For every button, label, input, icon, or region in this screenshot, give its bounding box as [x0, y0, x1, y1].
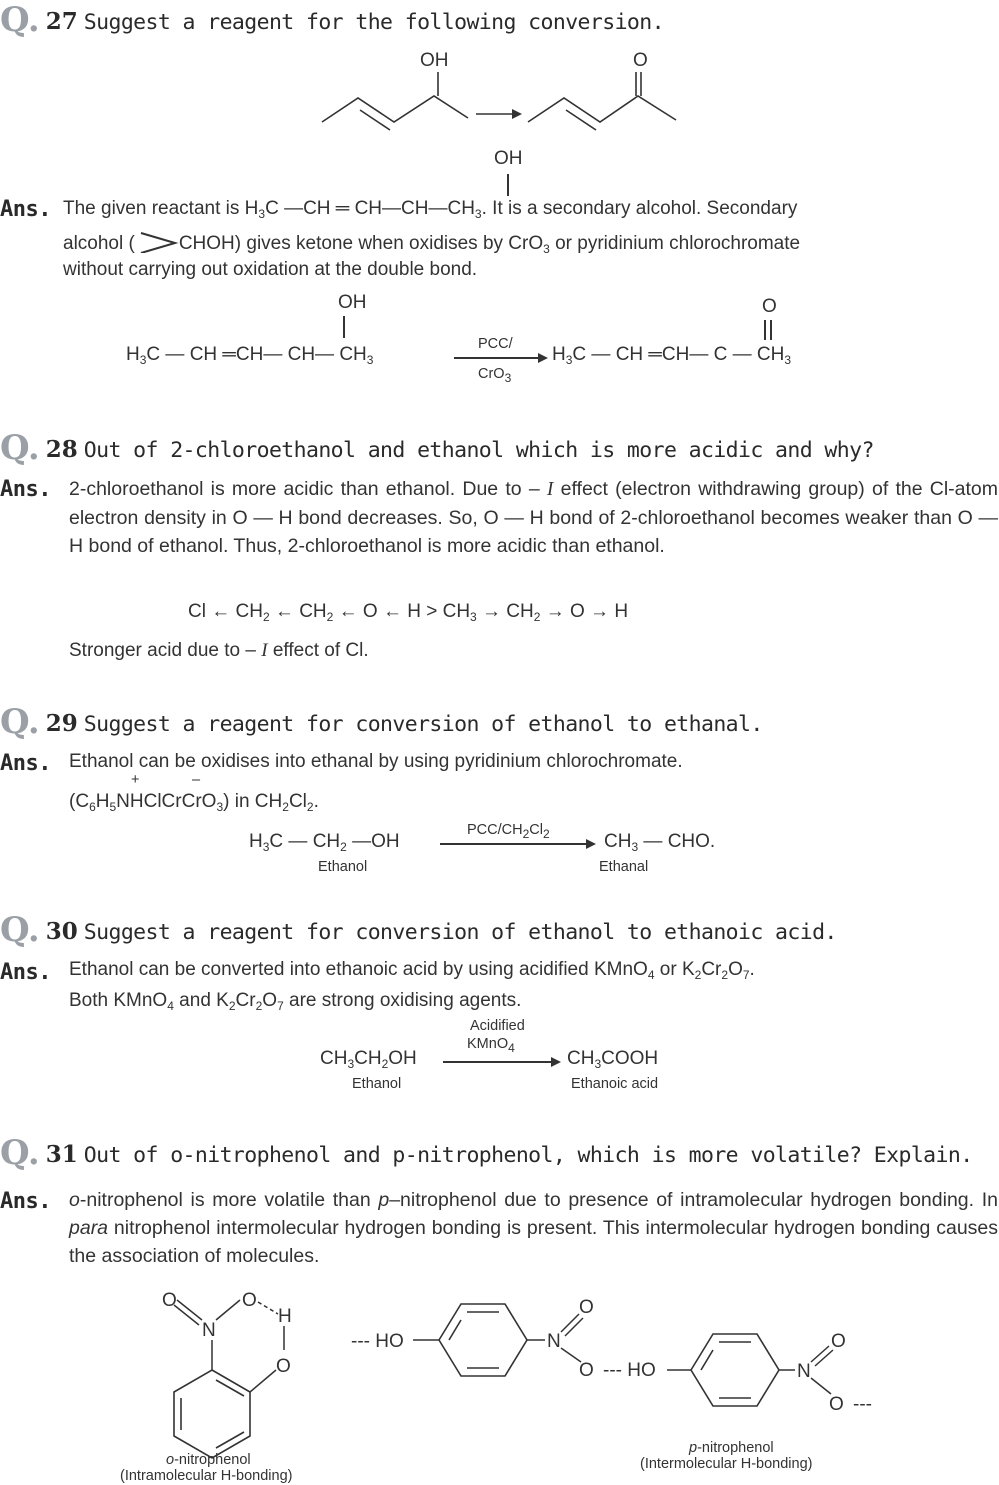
question-number: 30 — [45, 918, 78, 945]
question-number: 29 — [45, 710, 78, 737]
o-nitrophenol-desc: (Intramolecular H-bonding) — [120, 1468, 293, 1484]
question-text: Suggest a reagent for conversion of ethanol to ethanoic acid. — [83, 920, 837, 945]
question-text: Out of 2-chloroethanol and ethanol which is more acidic and why? — [83, 438, 874, 463]
o-nitrophenol-structure — [150, 1280, 320, 1480]
q27-skeletal-reaction — [310, 44, 690, 134]
oh-label: OH — [420, 50, 449, 71]
q-marker: Q. — [0, 1133, 40, 1173]
co-bond — [770, 320, 772, 340]
atom-o: O — [162, 1290, 177, 1311]
oh-bond — [507, 174, 509, 196]
q28-inductive-chain: Cl ← $CH_2$ ← $CH_2$ ← O ← $H > CH_3 \to CH_2 \to O \to H$ — [188, 601, 629, 624]
q28-note: Stronger acid due to – I effect of Cl. — [69, 640, 369, 661]
ethanal-label: Ethanal — [599, 859, 649, 875]
answer-label: Ans. — [0, 477, 51, 502]
h-bond-dash: --- HO — [603, 1360, 656, 1381]
ethanol-label: Ethanol — [318, 859, 368, 875]
q-marker: Q. — [0, 428, 40, 468]
reagent-bottom: CrO$_3$ — [478, 366, 512, 385]
q30-ans-line1: Ethanol can be converted into ethanoic acid by using acidified KMnO$_4$ or $K_2Cr_2O_7$. — [69, 959, 755, 982]
q30-eq-right: $CH_3COOH$ — [567, 1048, 659, 1071]
q29-heading — [0, 702, 763, 742]
atom-o: O — [829, 1394, 844, 1415]
reagent-bottom: KMnO$_4$ — [467, 1036, 515, 1055]
q30-ans-line2: Both KMnO$_4$ and $K_2Cr_2O_7$ are strong oxidising agents. — [69, 990, 522, 1013]
q29-eq-left: $H_3C$ — $CH_2$ —OH — [249, 831, 400, 854]
carbon-branch-icon — [135, 231, 179, 253]
q-marker: Q. — [0, 910, 40, 950]
q-marker: Q. — [0, 0, 40, 40]
q30-eq-left: $CH_3CH_2OH$ — [320, 1048, 417, 1071]
p-nitrophenol-desc: (Intermolecular H-bonding) — [640, 1456, 813, 1472]
q27-eq-left: $H_3C$ — CH ═CH— CH— $CH_3$ — [126, 344, 374, 367]
arrowhead-icon — [586, 838, 596, 850]
q30-heading — [0, 910, 837, 950]
eq-oh: OH — [338, 292, 367, 313]
arrowhead-icon — [538, 352, 548, 364]
reaction-arrow — [443, 1061, 553, 1063]
q31-heading — [0, 1133, 973, 1173]
p-nitrophenol-label: p-nitrophenol — [689, 1440, 774, 1456]
p-nitrophenol-structure — [345, 1290, 885, 1420]
q27-ans-line3: without carrying out oxidation at the double bond. — [63, 259, 478, 280]
arrowhead-icon — [551, 1056, 561, 1068]
q28-answer-text: 2-chloroethanol is more acidic than ethanol. Due to – I effect (electron withdrawing group) of the Cl-atom electron density in O — H bond decreases. So, O — H bond of 2-chloroethanol becomes weaker than O — H bond of ethanol. Thus, 2-chloroethanol is more acidic than ethanol. — [69, 478, 999, 557]
q31-answer-text: o-nitrophenol is more volatile than p–nitrophenol due to presence of intramolecular hydrogen bonding. In para nitrophenol intermolecular hydrogen bonding is present. This intermolecular hydrogen bonding causes the association of molecules. — [69, 1189, 999, 1267]
o-nitrophenol-label: o-nitrophenol — [166, 1452, 251, 1468]
atom-o: O — [276, 1356, 291, 1377]
atom-n: N — [797, 1361, 811, 1382]
h-bond-dash: --- — [853, 1394, 872, 1415]
question-text: Suggest a reagent for conversion of ethanol to ethanal. — [83, 712, 763, 737]
atom-o: O — [579, 1360, 594, 1381]
o-label: O — [633, 50, 648, 71]
reagent-top: Acidified — [470, 1018, 525, 1034]
q29-ans-line2: $(C_6H_5NHClCrCrO_3)$ in $CH_2Cl_2$. — [69, 791, 319, 814]
q27-ans-line1: The given reactant is $H_3C$ —CH ═ $CH—CH—CH_3$. It is a secondary alcohol. Secondary — [63, 198, 798, 221]
atom-n: N — [202, 1320, 216, 1341]
q27-heading — [0, 0, 664, 40]
answer-label: Ans. — [0, 1189, 51, 1214]
ethanoic-acid-label: Ethanoic acid — [571, 1076, 659, 1092]
reaction-arrow — [454, 357, 540, 359]
answer-label: Ans. — [0, 197, 51, 222]
q27-eq-right: $H_3C$ — CH ═CH— C — $CH_3$ — [552, 344, 792, 367]
q28-heading — [0, 428, 874, 468]
reaction-arrow — [440, 843, 588, 845]
question-number: 27 — [45, 8, 78, 35]
atom-o: O — [579, 1297, 594, 1318]
eq-o: O — [762, 296, 777, 317]
ethanol-label: Ethanol — [352, 1076, 402, 1092]
answer-label: Ans. — [0, 960, 51, 985]
atom-o: O — [242, 1290, 257, 1311]
reagent-top: PCC/ — [478, 336, 513, 352]
charge-minus: – — [192, 772, 201, 788]
q29-ans-line1: Ethanol can be oxidises into ethanal by using pyridinium chlorochromate. — [69, 751, 683, 772]
reagent: PCC/$CH_2Cl_2$ — [467, 822, 550, 841]
oh-bond — [343, 316, 345, 338]
co-bond — [764, 320, 766, 340]
q27-ans-line2: alcohol ( CHOH) gives ketone when oxidises by CrO$_3$ or pyridinium chlorochromate — [63, 233, 801, 256]
q-marker: Q. — [0, 702, 40, 742]
charge-plus: + — [131, 772, 140, 788]
question-text: Out of o-nitrophenol and p-nitrophenol, which is more volatile? Explain. — [83, 1143, 973, 1168]
question-number: 28 — [45, 436, 78, 463]
atom-n: N — [547, 1331, 561, 1352]
atom-o: O — [831, 1331, 846, 1352]
h-bond-dash: --- HO — [351, 1331, 404, 1352]
ans-oh-label: OH — [494, 148, 523, 169]
q29-eq-right: $CH_3$ — CHO. — [604, 831, 716, 854]
answer-label: Ans. — [0, 751, 51, 776]
atom-h: H — [278, 1306, 292, 1327]
question-text: Suggest a reagent for the following conversion. — [83, 10, 664, 35]
question-number: 31 — [45, 1141, 78, 1168]
